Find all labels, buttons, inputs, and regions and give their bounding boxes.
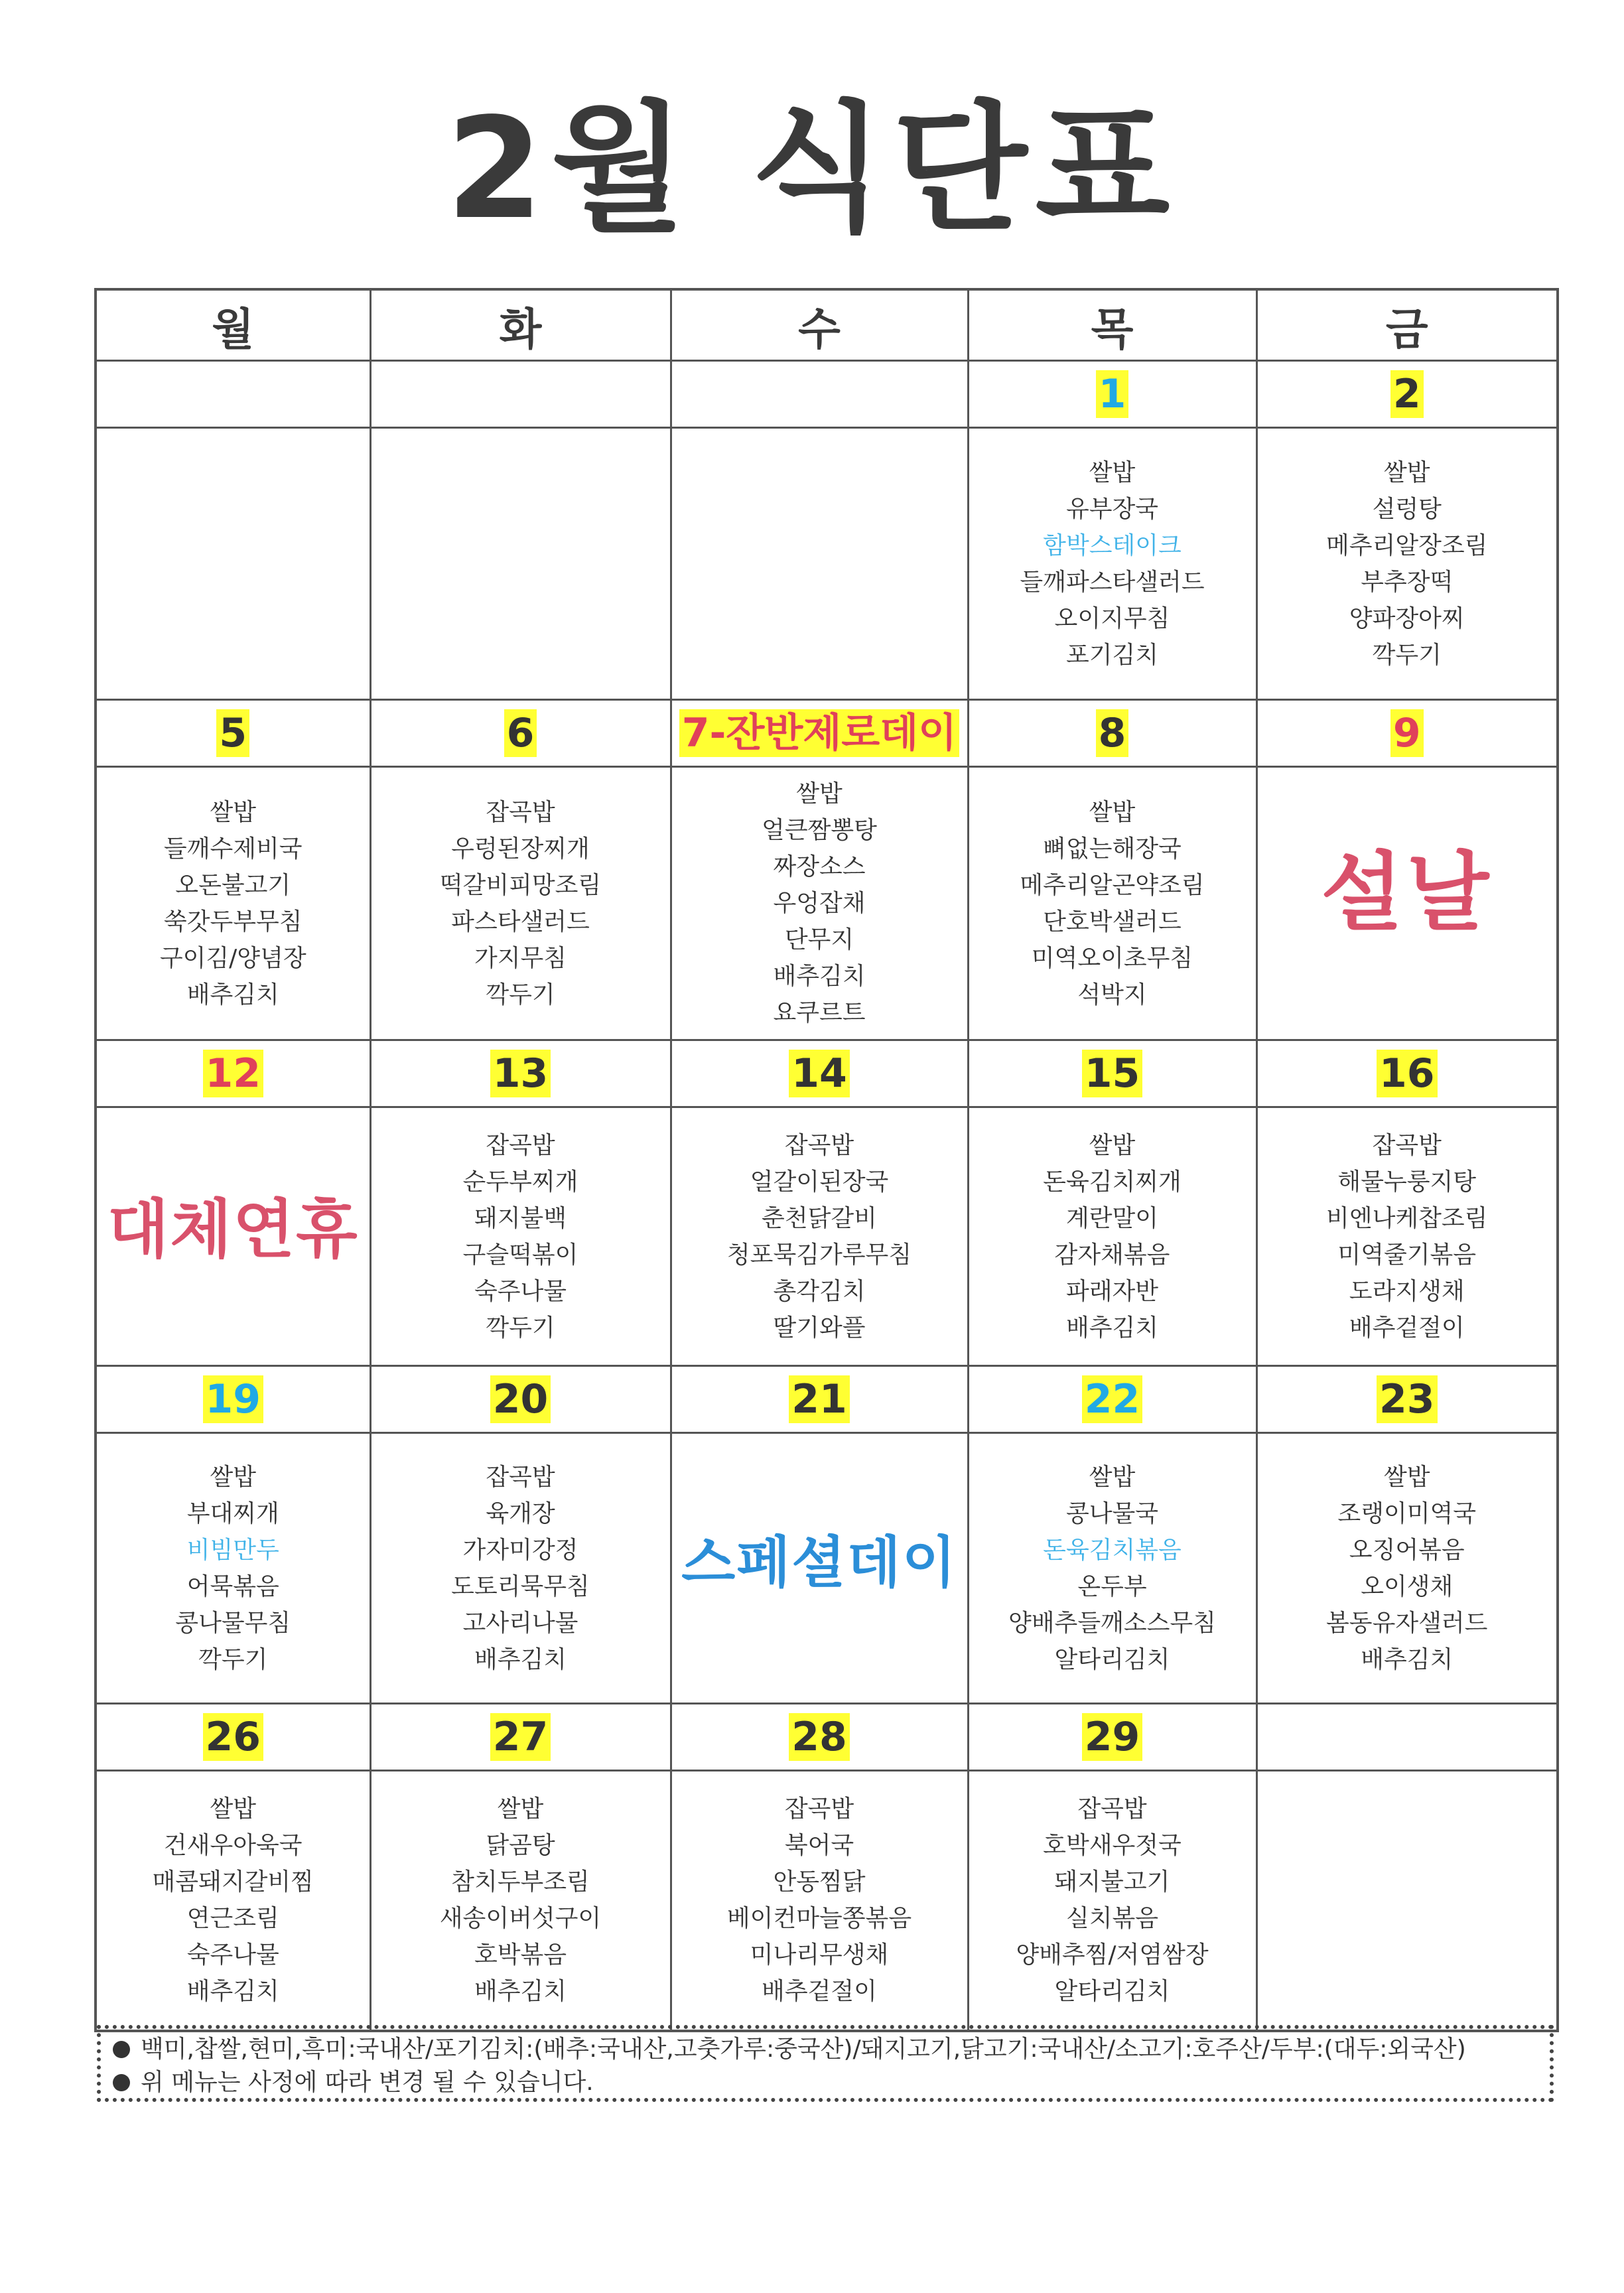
menu-cell xyxy=(1256,428,1558,700)
date-number: 2 xyxy=(1390,370,1424,418)
menu-item: 잡곡밥 xyxy=(1077,1795,1147,1823)
menu-item: 콩나물국 xyxy=(1065,1499,1159,1527)
date-number: 23 xyxy=(1377,1375,1438,1423)
menu-cell xyxy=(370,1433,671,1704)
date-cell xyxy=(96,1366,370,1433)
menu-cell xyxy=(370,428,671,700)
menu-item: 베이컨마늘쫑볶음 xyxy=(726,1905,912,1933)
bullet-icon xyxy=(113,2074,130,2091)
menu-item: 건새우아욱국 xyxy=(163,1832,303,1860)
menu-cell xyxy=(968,1771,1256,2031)
date-number: 21 xyxy=(789,1375,850,1423)
menu-item: 배추김치 xyxy=(474,1978,567,2006)
menu-item: 쑥갓두부무침 xyxy=(163,908,303,936)
menu-item: 함박스테이크 xyxy=(1043,531,1182,559)
page-title: 2월 식단표 xyxy=(446,88,1178,250)
menu-item: 감자채볶음 xyxy=(1054,1241,1170,1269)
date-cell xyxy=(968,700,1256,767)
menu-item: 구슬떡볶이 xyxy=(462,1241,578,1269)
menu-item: 호박볶음 xyxy=(474,1941,567,1969)
menu-item: 비빔만두 xyxy=(186,1536,279,1564)
menu-item: 가지무침 xyxy=(474,944,567,972)
date-cell xyxy=(968,1704,1256,1771)
menu-item: 비엔나케찹조림 xyxy=(1326,1204,1488,1232)
weekday-header-wed: 수 xyxy=(671,289,968,361)
special-day-label: 스페셜데이 xyxy=(681,1529,957,1595)
holiday-label: 설날 xyxy=(1321,843,1493,942)
date-cell xyxy=(1256,361,1558,428)
menu-cell xyxy=(96,767,370,1040)
menu-item: 배추겉절이 xyxy=(1349,1314,1465,1342)
menu-cell xyxy=(968,1107,1256,1366)
date-number: 14 xyxy=(789,1050,850,1097)
date-cell xyxy=(1256,700,1558,767)
menu-item: 배추김치 xyxy=(474,1645,567,1673)
date-cell xyxy=(1256,1366,1558,1433)
menu-item: 안동찜닭 xyxy=(773,1868,866,1896)
menu-cell xyxy=(370,1107,671,1366)
menu-item: 석박지 xyxy=(1077,981,1147,1008)
menu-item: 양배추찜/저염쌈장 xyxy=(1016,1941,1209,1969)
menu-cell xyxy=(370,767,671,1040)
date-cell xyxy=(96,700,370,767)
menu-cell xyxy=(671,1107,968,1366)
menu-item: 순두부찌개 xyxy=(462,1168,578,1196)
menu-item: 배추겉절이 xyxy=(762,1978,877,2006)
menu-item: 잡곡밥 xyxy=(784,1131,854,1159)
menu-cell xyxy=(671,1771,968,2031)
weekday-header-mon: 월 xyxy=(96,289,370,361)
menu-cell xyxy=(96,1771,370,2031)
date-cell xyxy=(96,1704,370,1771)
menu-cell xyxy=(96,428,370,700)
menu-item: 얼갈이된장국 xyxy=(750,1168,889,1196)
menu-item: 쌀밥 xyxy=(210,798,257,826)
menu-item: 청포묵김가루무침 xyxy=(726,1241,912,1269)
date-number: 29 xyxy=(1082,1713,1143,1761)
menu-item: 총각김치 xyxy=(773,1277,866,1305)
menu-item: 봄동유자샐러드 xyxy=(1326,1609,1488,1637)
menu-item: 쌀밥 xyxy=(1383,1463,1430,1491)
menu-item: 쌀밥 xyxy=(1089,458,1136,486)
menu-cell xyxy=(1256,1107,1558,1366)
weekday-header-thu: 목 xyxy=(968,289,1256,361)
menu-item: 참치두부조림 xyxy=(451,1868,590,1896)
date-cell xyxy=(96,361,370,428)
menu-item: 포기김치 xyxy=(1065,641,1159,669)
date-number: 12 xyxy=(203,1050,264,1097)
menu-item: 가자미강정 xyxy=(462,1536,578,1564)
menu-item: 깍두기 xyxy=(198,1645,268,1673)
menu-item: 고사리나물 xyxy=(462,1609,578,1637)
menu-item: 쌀밥 xyxy=(497,1795,544,1823)
menu-item: 우엉잡채 xyxy=(773,890,866,917)
menu-item: 호박새우젓국 xyxy=(1043,1832,1182,1860)
date-cell xyxy=(370,700,671,767)
menu-row xyxy=(96,767,1558,1040)
menu-item: 북어국 xyxy=(784,1832,854,1860)
menu-item: 메추리알장조림 xyxy=(1326,531,1488,559)
menu-item: 돼지불백 xyxy=(474,1204,567,1232)
date-row xyxy=(96,361,1558,428)
note-origin xyxy=(113,2033,1538,2066)
menu-item: 쌀밥 xyxy=(796,780,843,807)
date-cell xyxy=(1256,1040,1558,1107)
menu-item: 쌀밥 xyxy=(210,1463,257,1491)
menu-item: 잡곡밥 xyxy=(1372,1131,1442,1159)
menu-item: 계란말이 xyxy=(1065,1204,1159,1232)
menu-item: 돈육김치찌개 xyxy=(1043,1168,1182,1196)
menu-item: 단호박샐러드 xyxy=(1043,908,1182,936)
menu-item: 실치볶음 xyxy=(1065,1905,1159,1933)
date-number: 26 xyxy=(203,1713,264,1761)
menu-item: 들깨파스타샐러드 xyxy=(1020,568,1205,596)
menu-item: 숙주나물 xyxy=(186,1941,279,1969)
menu-item: 부추장떡 xyxy=(1361,568,1454,596)
menu-item: 얼큰짬뽕탕 xyxy=(762,817,877,844)
menu-cell xyxy=(671,767,968,1040)
menu-item: 우렁된장찌개 xyxy=(451,835,590,863)
menu-item: 배추김치 xyxy=(186,1978,279,2006)
menu-item: 구이김/양념장 xyxy=(159,944,306,972)
menu-cell xyxy=(671,428,968,700)
notes-box xyxy=(97,2025,1554,2102)
menu-row xyxy=(96,1433,1558,1704)
menu-item: 짜장소스 xyxy=(773,853,866,880)
menu-row xyxy=(96,1107,1558,1366)
date-cell xyxy=(671,700,968,767)
date-number: 19 xyxy=(203,1375,264,1423)
meal-calendar xyxy=(94,288,1559,2032)
date-cell xyxy=(671,1040,968,1107)
menu-cell xyxy=(96,1433,370,1704)
date-number: 16 xyxy=(1377,1050,1438,1097)
menu-item: 도토리묵무침 xyxy=(451,1572,590,1600)
menu-item: 쌀밥 xyxy=(1089,798,1136,826)
menu-item: 깍두기 xyxy=(486,1314,555,1342)
date-cell xyxy=(671,1704,968,1771)
menu-cell xyxy=(1256,1771,1558,2031)
menu-item: 콩나물무침 xyxy=(175,1609,291,1637)
menu-item: 쌀밥 xyxy=(1089,1463,1136,1491)
menu-item: 잡곡밥 xyxy=(784,1795,854,1823)
date-number: 8 xyxy=(1096,709,1129,757)
menu-item: 배추김치 xyxy=(1361,1645,1454,1673)
weekday-header-fri: 금 xyxy=(1256,289,1558,361)
holiday-label: 대체연휴 xyxy=(107,1192,359,1267)
date-number: 7-잔반제로데이 xyxy=(679,709,959,757)
date-cell xyxy=(671,1366,968,1433)
menu-item: 깍두기 xyxy=(1372,641,1442,669)
menu-item: 파스타샐러드 xyxy=(451,908,590,936)
menu-item: 오징어볶음 xyxy=(1349,1536,1465,1564)
date-number: 1 xyxy=(1096,370,1129,418)
menu-item: 들깨수제비국 xyxy=(163,835,303,863)
date-row xyxy=(96,1366,1558,1433)
menu-item: 배추김치 xyxy=(773,963,866,990)
menu-item: 배추김치 xyxy=(1065,1314,1159,1342)
menu-item: 유부장국 xyxy=(1065,495,1159,523)
menu-item: 육개장 xyxy=(486,1499,555,1527)
menu-item: 파래자반 xyxy=(1065,1277,1159,1305)
note-text: 위 메뉴는 사정에 따라 변경 될 수 있습니다. xyxy=(141,2069,594,2096)
date-number: 27 xyxy=(490,1713,551,1761)
menu-cell xyxy=(968,1433,1256,1704)
menu-item: 쌀밥 xyxy=(1383,458,1430,486)
menu-item: 새송이버섯구이 xyxy=(439,1905,602,1933)
menu-item: 오이지무침 xyxy=(1054,604,1170,632)
date-number: 15 xyxy=(1082,1050,1143,1097)
menu-item: 돼지불고기 xyxy=(1054,1868,1170,1896)
menu-item: 배추김치 xyxy=(186,981,279,1008)
menu-item: 단무지 xyxy=(784,926,854,953)
date-number: 22 xyxy=(1082,1375,1143,1423)
menu-cell xyxy=(370,1771,671,2031)
menu-item: 숙주나물 xyxy=(474,1277,567,1305)
menu-cell xyxy=(1256,1433,1558,1704)
menu-item: 알타리김치 xyxy=(1054,1645,1170,1673)
date-cell xyxy=(968,361,1256,428)
menu-item: 딸기와플 xyxy=(773,1314,866,1342)
date-row xyxy=(96,700,1558,767)
menu-item: 양배추들깨소스무침 xyxy=(1008,1609,1216,1637)
menu-item: 연근조림 xyxy=(186,1905,279,1933)
menu-item: 돈육김치볶음 xyxy=(1043,1536,1182,1564)
menu-item: 잡곡밥 xyxy=(486,1131,555,1159)
menu-cell xyxy=(968,767,1256,1040)
menu-item: 미역줄기볶음 xyxy=(1337,1241,1477,1269)
menu-item: 오돈불고기 xyxy=(175,871,291,899)
date-number: 13 xyxy=(490,1050,551,1097)
weekday-header-tue: 화 xyxy=(370,289,671,361)
date-number: 20 xyxy=(490,1375,551,1423)
menu-item: 미나리무생채 xyxy=(750,1941,889,1969)
menu-row xyxy=(96,428,1558,700)
menu-item: 쌀밥 xyxy=(1089,1131,1136,1159)
menu-item: 깍두기 xyxy=(486,981,555,1008)
menu-item: 매콤돼지갈비찜 xyxy=(152,1868,314,1896)
date-row xyxy=(96,1704,1558,1771)
date-number: 9 xyxy=(1390,709,1424,757)
menu-item: 요쿠르트 xyxy=(773,999,866,1026)
date-cell xyxy=(1256,1704,1558,1771)
menu-row xyxy=(96,1771,1558,2031)
date-row xyxy=(96,1040,1558,1107)
menu-item: 설렁탕 xyxy=(1372,495,1442,523)
date-cell xyxy=(370,1366,671,1433)
note-change xyxy=(113,2066,1538,2099)
date-number: 28 xyxy=(789,1713,850,1761)
menu-item: 부대찌개 xyxy=(186,1499,279,1527)
menu-item: 어묵볶음 xyxy=(186,1572,279,1600)
menu-item: 잡곡밥 xyxy=(486,798,555,826)
menu-item: 떡갈비피망조림 xyxy=(439,871,602,899)
date-number: 5 xyxy=(216,709,249,757)
menu-item: 조랭이미역국 xyxy=(1337,1499,1477,1527)
menu-cell xyxy=(1256,767,1558,1040)
menu-item: 춘천닭갈비 xyxy=(762,1204,877,1232)
menu-item: 뼈없는해장국 xyxy=(1043,835,1182,863)
date-cell xyxy=(671,361,968,428)
menu-item: 쌀밥 xyxy=(210,1795,257,1823)
weekday-header-row xyxy=(96,289,1558,361)
menu-item: 알타리김치 xyxy=(1054,1978,1170,2006)
menu-cell xyxy=(96,1107,370,1366)
menu-item: 온두부 xyxy=(1077,1572,1147,1600)
menu-item: 닭곰탕 xyxy=(486,1832,555,1860)
bullet-icon xyxy=(113,2041,130,2058)
menu-item: 미역오이초무침 xyxy=(1031,944,1193,972)
menu-item: 메추리알곤약조림 xyxy=(1020,871,1205,899)
menu-cell xyxy=(968,428,1256,700)
menu-item: 잡곡밥 xyxy=(486,1463,555,1491)
menu-item: 오이생채 xyxy=(1361,1572,1454,1600)
menu-item: 도라지생채 xyxy=(1349,1277,1465,1305)
note-text: 백미,찹쌀,현미,흑미:국내산/포기김치:(배추:국내산,고춧가루:중국산)/돼지고기,닭고기:국내산/소고기:호주산/두부:(대두:외국산) xyxy=(141,2036,1466,2063)
date-number: 6 xyxy=(504,709,537,757)
date-cell xyxy=(96,1040,370,1107)
date-cell xyxy=(370,1704,671,1771)
date-cell xyxy=(370,1040,671,1107)
date-cell xyxy=(968,1040,1256,1107)
menu-cell xyxy=(671,1433,968,1704)
date-cell xyxy=(968,1366,1256,1433)
menu-item: 양파장아찌 xyxy=(1349,604,1465,632)
menu-item: 해물누룽지탕 xyxy=(1337,1168,1477,1196)
date-cell xyxy=(370,361,671,428)
